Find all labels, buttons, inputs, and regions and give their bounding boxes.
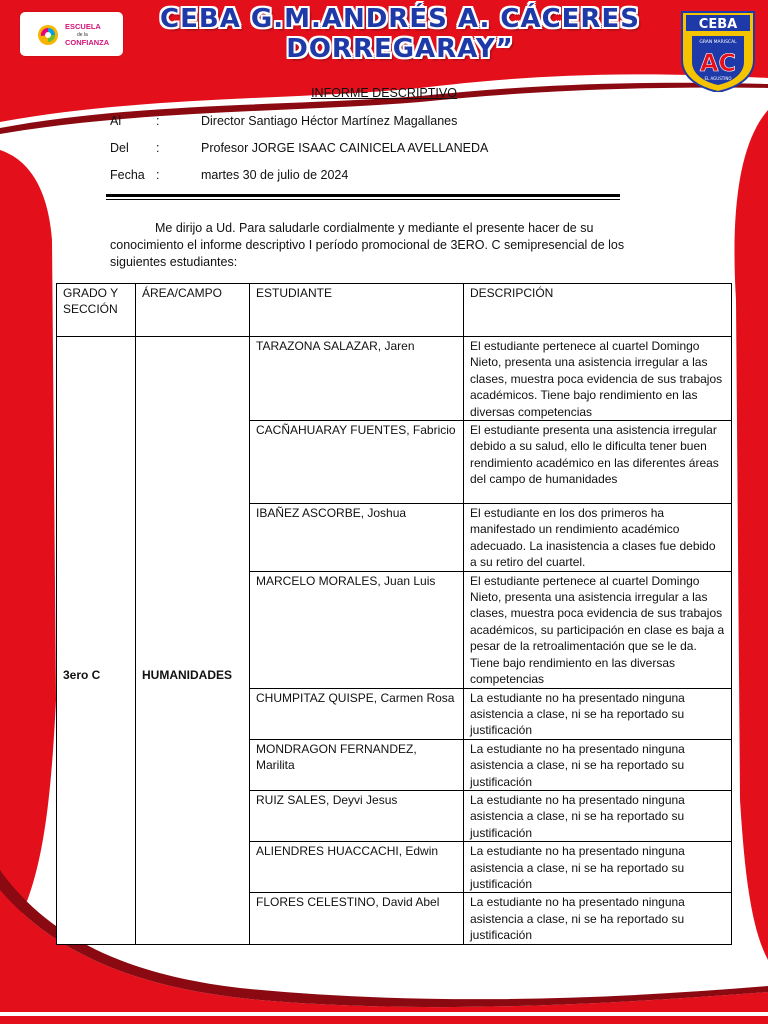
- meta-colon: :: [156, 114, 160, 128]
- colorful-hand-icon: [37, 24, 59, 46]
- intro-line: Me dirijo a Ud. Para saludarle cordialmente y mediante el presente hacer de su: [155, 221, 594, 235]
- meta-label: Del: [110, 141, 129, 155]
- logo-arc-text-top: GRAN MARISCAL: [699, 40, 737, 45]
- report-title: INFORME DESCRIPTIVO: [311, 86, 457, 100]
- description-cell: El estudiante pertenece al cuartel Domingo Nieto, presenta una asistencia irregular a las clases, muestra poca evidencia de sus trabajos académicos, su participación en clase es baja a pesar de la retroalimentación que se le da. Tiene bajo rendimiento en las diversas competencias: [464, 571, 732, 688]
- description-cell: La estudiante no ha presentado ninguna asistencia a clase, ni se ha reportado su justificación: [464, 790, 732, 841]
- student-name-cell: TARAZONA SALAZAR, Jaren: [250, 337, 464, 421]
- divider-thick: [106, 194, 620, 197]
- description-cell: El estudiante en los dos primeros ha manifestado un rendimiento académico adecuado. La inasistencia a clases fue debido a su retiro del cuartel.: [464, 504, 732, 572]
- area-cell: [136, 337, 250, 945]
- ceba-shield-logo: [678, 8, 758, 92]
- meta-colon: :: [156, 141, 160, 155]
- right-side-wedge: [734, 110, 768, 960]
- description-cell: La estudiante no ha presentado ninguna asistencia a clase, ni se ha reportado su justificación: [464, 842, 732, 893]
- meta-value: martes 30 de julio de 2024: [201, 168, 349, 182]
- description-cell: La estudiante no ha presentado ninguna asistencia a clase, ni se ha reportado su justificación: [464, 893, 732, 944]
- intro-line: conocimiento el informe descriptivo I período promocional de 3ERO. C semipresencial de los: [110, 238, 625, 252]
- header-student: ESTUDIANTE: [250, 284, 464, 337]
- meta-label: Fecha: [110, 168, 145, 182]
- meta-value: Profesor JORGE ISAAC CAINICELA AVELLANEDA: [201, 141, 489, 155]
- grade-cell: [57, 337, 136, 945]
- student-name-cell: MONDRAGON FERNANDEZ, Marilita: [250, 739, 464, 790]
- intro-paragraph: [110, 220, 670, 271]
- header-description: DESCRIPCIÓN: [464, 284, 732, 337]
- divider-thin: [106, 199, 620, 200]
- bottom-white-strip: [0, 1012, 768, 1016]
- school-name-line-2: DORREGARAY”: [286, 34, 514, 64]
- intro-line: siguientes estudiantes:: [110, 255, 238, 269]
- grade-text: 3ero C: [63, 668, 101, 683]
- student-name-cell: RUIZ SALES, Deyvi Jesus: [250, 790, 464, 841]
- logo-text: ESCUELA de la CONFIANZA: [65, 22, 110, 47]
- description-cell: La estudiante no ha presentado ninguna asistencia a clase, ni se ha reportado su justificación: [464, 739, 732, 790]
- student-name-cell: FLORES CELESTINO, David Abel: [250, 893, 464, 944]
- left-side-wedge: [0, 150, 56, 950]
- description-cell: El estudiante presenta una asistencia irregular debido a su salud, ello le dificulta tener buen rendimiento académico en las diferentes áreas del campo de humanidades: [464, 421, 732, 504]
- table-row: [57, 337, 732, 421]
- student-name-cell: CHUMPITAZ QUISPE, Carmen Rosa: [250, 688, 464, 739]
- table-body: [57, 337, 732, 945]
- student-name-cell: ALIENDRES HUACCACHI, Edwin: [250, 842, 464, 893]
- escuela-de-la-confianza-logo: [20, 12, 123, 56]
- meta-colon: :: [156, 168, 160, 182]
- meta-label: Al: [110, 114, 122, 128]
- table-header-row: [57, 284, 732, 337]
- school-name-line-1: CEBA G.M.ANDRÉS A. CÁCERES: [160, 4, 640, 34]
- students-table: [56, 283, 732, 945]
- description-cell: La estudiante no ha presentado ninguna asistencia a clase, ni se ha reportado su justificación: [464, 688, 732, 739]
- meta-value: Director Santiago Héctor Martínez Magallanes: [201, 114, 458, 128]
- logo-arc-text-bottom: EL AGUSTINO: [704, 76, 732, 81]
- student-name-cell: IBAÑEZ ASCORBE, Joshua: [250, 504, 464, 572]
- logo-monogram: AC: [699, 49, 737, 77]
- description-cell: El estudiante pertenece al cuartel Domingo Nieto, presenta una asistencia irregular a las clases, muestra poca evidencia de sus trabajos académicos. Tiene bajo rendimiento en las diversas competencias: [464, 337, 732, 421]
- header-area: ÁREA/CAMPO: [136, 284, 250, 337]
- logo-badge-text: CEBA: [698, 17, 738, 32]
- student-name-cell: CACÑAHUARAY FUENTES, Fabricio: [250, 421, 464, 504]
- student-name-cell: MARCELO MORALES, Juan Luis: [250, 571, 464, 688]
- area-text: HUMANIDADES: [142, 668, 232, 683]
- header-grade: GRADO Y SECCIÓN: [57, 284, 136, 337]
